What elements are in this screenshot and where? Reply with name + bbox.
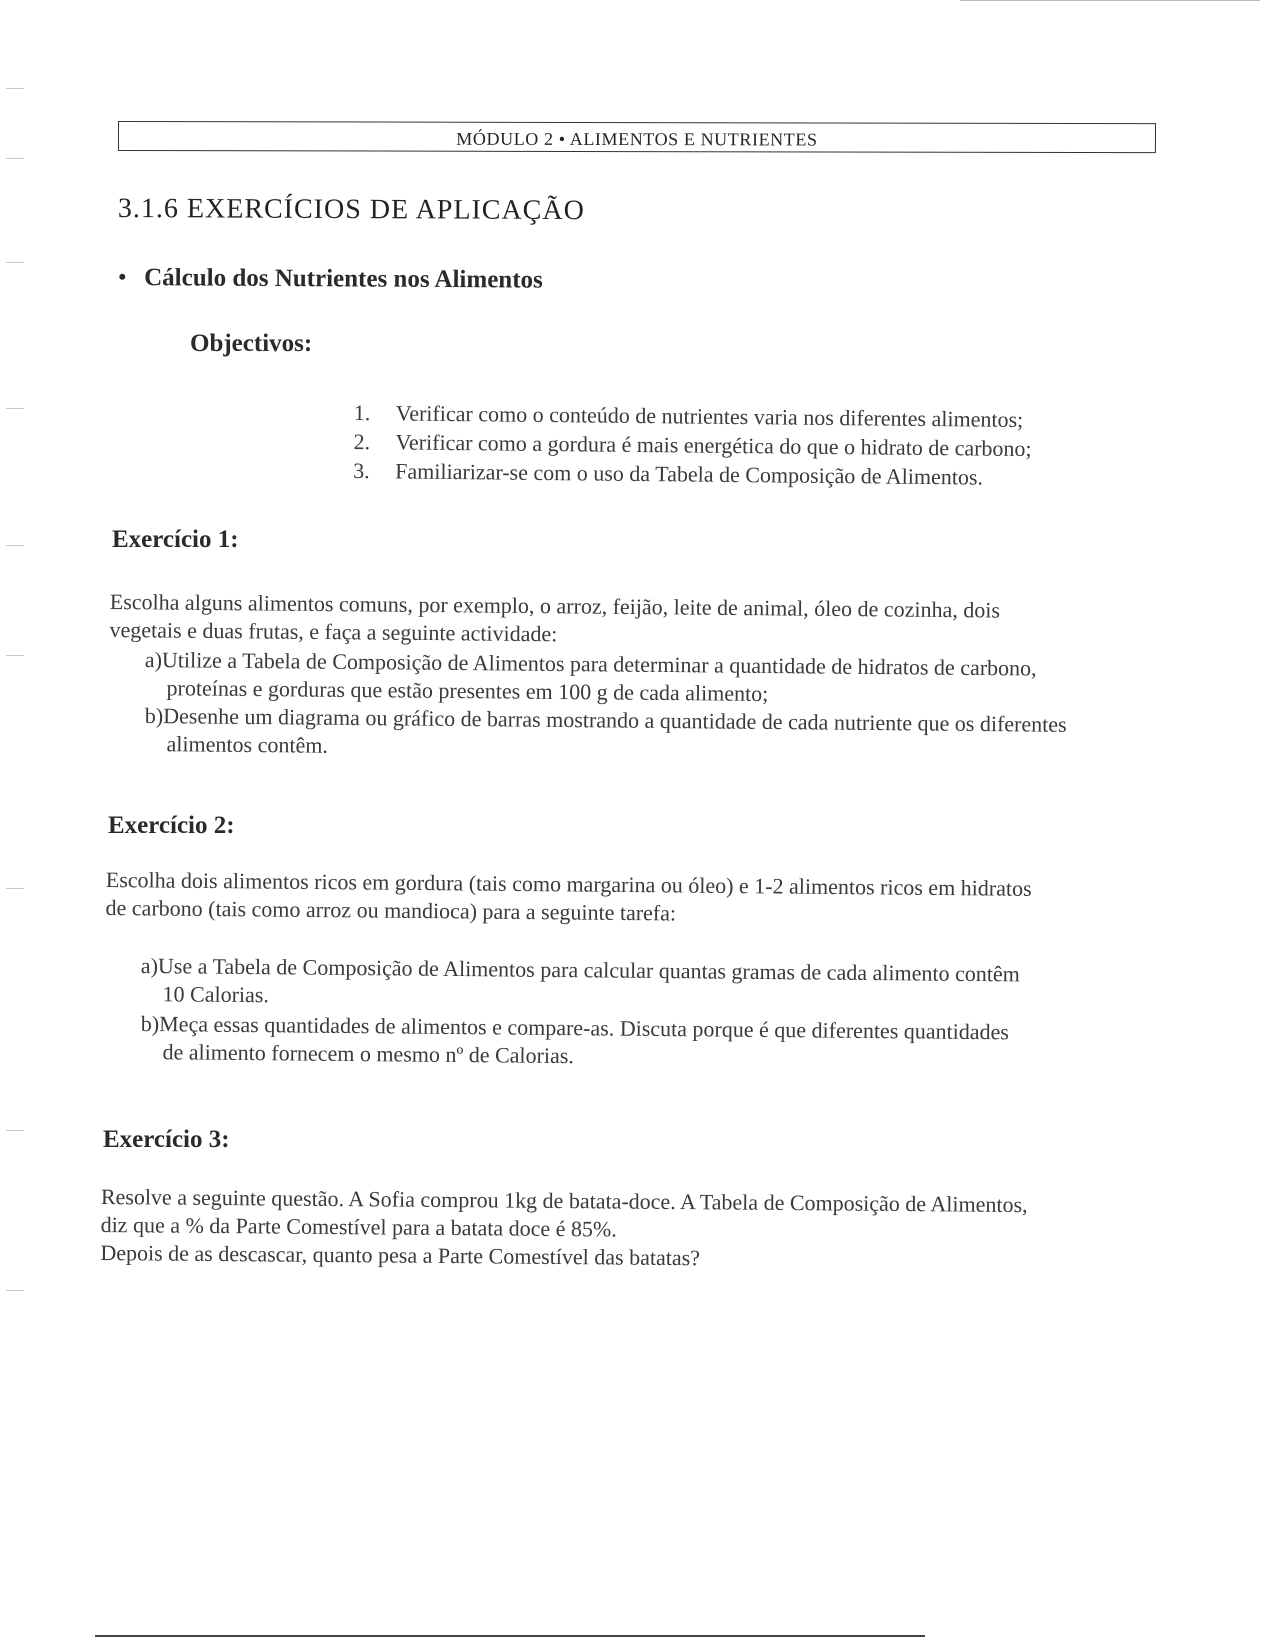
section-title: 3.1.6 EXERCÍCIOS DE APLICAÇÃO xyxy=(117,193,585,227)
exercise-1-intro-line: vegetais e duas frutas, e faça a seguinte actividade: xyxy=(109,616,558,647)
exercise-1-title: Exercício 1: xyxy=(112,526,239,553)
objectives-title: Objectivos: xyxy=(190,330,313,357)
list-item-text: Familiarizar-se com o uso da Tabela de Composição de Alimentos. xyxy=(395,458,984,490)
list-item-text: Verificar como a gordura é mais energética do que o hidrato de carbono; xyxy=(395,429,1032,462)
exercise-2-intro-line: Escolha dois alimentos ricos em gordura (tais como margarina ou óleo) e 1-2 alimentos ricos em hidratos xyxy=(105,866,1032,901)
exercise-3-line: diz que a % da Parte Comestível para a batata doce é 85%. xyxy=(100,1211,617,1242)
scan-margin-mark xyxy=(6,655,24,656)
item-label: a) xyxy=(144,646,163,673)
scan-margin-mark xyxy=(6,408,24,409)
exercise-2-intro-line: de carbono (tais como arroz ou mandioca) para a seguinte tarefa: xyxy=(105,894,677,926)
objectives-list xyxy=(353,398,1032,492)
item-text: Meça essas quantidades de alimentos e compare-as. Discuta porque é que diferentes quantidades xyxy=(159,1011,1010,1045)
scan-margin-mark xyxy=(6,158,24,159)
list-item-number: 3. xyxy=(353,457,370,484)
module-header-label: MÓDULO 2 • ALIMENTOS E NUTRIENTES xyxy=(456,128,818,150)
list-item-text: Verificar como o conteúdo de nutrientes varia nos diferentes alimentos; xyxy=(395,400,1024,433)
scan-margin-mark xyxy=(6,545,24,546)
item-text: Desenhe um diagrama ou gráfico de barras mostrando a quantidade de cada nutriente que os diferentes xyxy=(163,703,1067,737)
item-label: b) xyxy=(140,1010,160,1037)
exercise-1-intro xyxy=(109,588,1000,653)
exercise-2-item-a xyxy=(140,952,1019,1016)
topic-heading xyxy=(118,264,543,295)
exercise-2-item-b xyxy=(140,1010,1009,1074)
item-text: Use a Tabela de Composição de Alimentos para calcular quantas gramas de cada alimento contêm xyxy=(157,953,1020,987)
exercise-3-line: Depois de as descascar, quanto pesa a Parte Comestível das batatas? xyxy=(100,1239,701,1271)
item-label: b) xyxy=(144,702,164,729)
scan-margin-mark xyxy=(6,1130,24,1131)
list-item xyxy=(353,456,1031,492)
list-item-number: 2. xyxy=(353,428,371,455)
exercise-3-body xyxy=(100,1183,1027,1275)
item-text-continued: proteínas e gorduras que estão presentes em 100 g de cada alimento; xyxy=(166,675,769,706)
scan-margin-mark xyxy=(6,1290,24,1291)
item-label: a) xyxy=(140,952,159,979)
scan-margin-mark xyxy=(6,888,24,889)
exercise-1-item-b xyxy=(144,702,1066,767)
exercise-1-intro-line: Escolha alguns alimentos comuns, por exemplo, o arroz, feijão, leite de animal, óleo de cozinha, dois xyxy=(109,588,1001,623)
item-text: Utilize a Tabela de Composição de Alimentos para determinar a quantidade de hidratos de carbono, xyxy=(161,647,1037,681)
item-text-continued: 10 Calorias. xyxy=(162,981,270,1008)
bullet-marker: • xyxy=(117,264,127,292)
exercise-3-line: Resolve a seguinte questão. A Sofia comprou 1kg de batata-doce. A Tabela de Composição de Alimentos, xyxy=(100,1184,1028,1218)
list-item-number: 1. xyxy=(353,399,371,426)
scan-margin-mark xyxy=(6,262,24,263)
item-text-continued: de alimento fornecem o mesmo nº de Calorias. xyxy=(162,1039,574,1069)
exercise-2-intro xyxy=(105,866,1031,931)
item-text-continued: alimentos contêm. xyxy=(166,731,329,758)
scan-top-rule xyxy=(960,0,1260,1)
exercise-1-item-a xyxy=(144,646,1036,711)
exercise-2-title: Exercício 2: xyxy=(108,812,235,839)
module-header xyxy=(118,121,1156,153)
topic-title: Cálculo dos Nutrientes nos Alimentos xyxy=(144,264,543,294)
scan-margin-mark xyxy=(6,88,24,89)
footer-rule xyxy=(95,1635,925,1637)
exercise-3-title: Exercício 3: xyxy=(103,1126,230,1153)
